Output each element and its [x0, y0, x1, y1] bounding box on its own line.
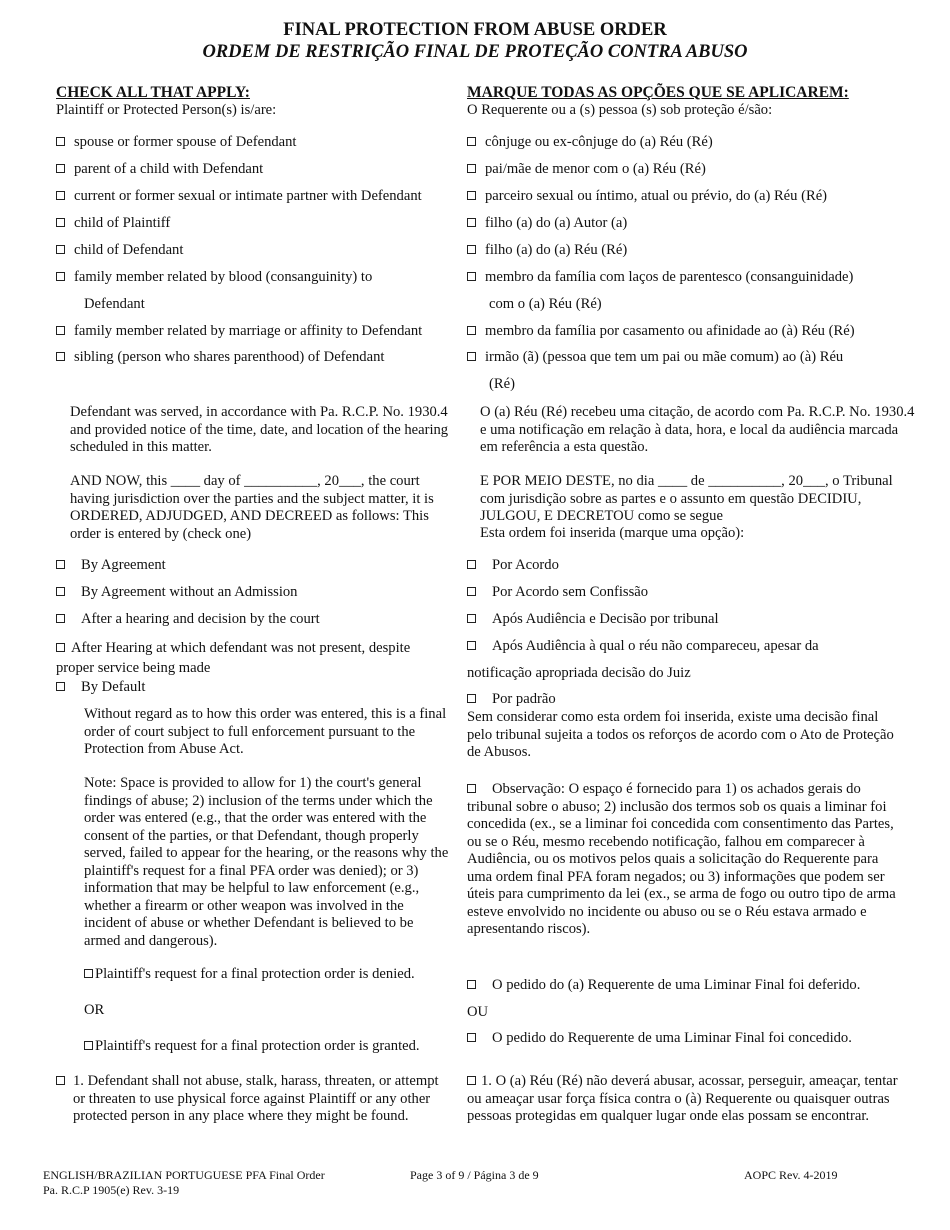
and-now-paragraph: AND NOW, this ____ day of __________, 20___, the court having jurisdiction over the parties and the subject matter, it is ORDERED, ADJUDGED, AND DECREED as follows: This order is entered by (check one)	[70, 473, 434, 542]
or-label-pt: OU	[467, 1004, 489, 1020]
entry-option: By Agreement without an Admission	[56, 584, 297, 602]
item-1-text: 1. Defendant shall not abuse, stalk, harass, threaten, or attempt or threaten to use physical force against Plaintiff or any other protected person in any place where they might be found.	[73, 1073, 439, 1124]
checkbox[interactable]	[467, 784, 476, 793]
relationship-item: child of Defendant	[56, 242, 183, 260]
relationship-item: filho (a) do (a) Réu (Ré)	[467, 242, 627, 260]
relationship-item: current or former sexual or intimate partner with Defendant	[56, 188, 422, 206]
checkbox[interactable]	[467, 326, 476, 335]
checkbox[interactable]	[467, 641, 476, 650]
served-paragraph-pt: O (a) Réu (Ré) recebeu uma citação, de acordo com Pa. R.C.P. No. 1930.4 e uma notificação em relação à data, hora, e local da audiência marcada em referência a esta questão.	[480, 404, 915, 455]
checkbox[interactable]	[467, 218, 476, 227]
title-english: FINAL PROTECTION FROM ABUSE ORDER	[283, 20, 667, 40]
without-regard-paragraph: Without regard as to how this order was entered, this is a final order of court subject to full enforcement pursuant to the Protection from Abuse Act.	[84, 706, 447, 757]
denied-option: Plaintiff's request for a final protection order is denied.	[84, 966, 415, 984]
entry-option: By Agreement	[56, 557, 166, 575]
entry-option: Após Audiência e Decisão por tribunal	[467, 611, 719, 629]
item-1-checkbox[interactable]	[56, 1073, 65, 1091]
entry-option-default: Por padrão	[467, 691, 556, 709]
checkbox[interactable]	[56, 164, 65, 173]
relationship-item-continuation: (Ré)	[489, 376, 515, 392]
entry-option-after-hearing: After Hearing at which defendant was not present, despite proper service being made	[56, 640, 411, 676]
relationship-item: sibling (person who shares parenthood) of Defendant	[56, 349, 384, 367]
checkbox[interactable]	[56, 614, 65, 623]
checkbox[interactable]	[467, 164, 476, 173]
entry-option-default: By Default	[56, 679, 145, 697]
checkbox[interactable]	[56, 352, 65, 361]
checkbox[interactable]	[84, 969, 93, 978]
checkbox[interactable]	[56, 272, 65, 281]
plaintiff-intro-pt: O Requerente ou a (s) pessoa (s) sob proteção é/são:	[467, 102, 773, 118]
checkbox[interactable]	[467, 1076, 476, 1085]
checkbox[interactable]	[84, 1041, 93, 1050]
relationship-item-continuation: Defendant	[84, 296, 145, 312]
checkbox[interactable]	[56, 137, 65, 146]
granted-option-pt: O pedido do Requerente de uma Liminar Final foi concedido.	[467, 1030, 852, 1048]
checkbox[interactable]	[56, 218, 65, 227]
check-all-header-pt: MARQUE TODAS AS OPÇÕES QUE SE APLICAREM:	[467, 84, 849, 101]
relationship-item: child of Plaintiff	[56, 215, 170, 233]
relationship-item: membro da família por casamento ou afinidade ao (à) Réu (Ré)	[467, 323, 855, 341]
checkbox[interactable]	[467, 614, 476, 623]
checkbox[interactable]	[467, 1033, 476, 1042]
entered-by-pt: Esta ordem foi inserida (marque uma opção):	[480, 525, 745, 541]
checkbox[interactable]	[467, 352, 476, 361]
relationship-item: parceiro sexual ou íntimo, atual ou prévio, do (a) Réu (Ré)	[467, 188, 827, 206]
note-paragraph: Note: Space is provided to allow for 1) the court's general findings of abuse; 2) inclusion of the terms under which the order was entered (e.g., that the order was entered with the consent of the parties, or that Defendant, though properly served, failed to appear for the hearing, or the reasons why the plaintiff's request for a final PFA order was denied); or 3) information that may be helpful to law enforcement (e.g., whether a firearm or other weapon was involved in the incident of abuse or whether Defendant is believed to be armed and dangerous).	[84, 775, 449, 949]
note-paragraph-pt: Observação: O espaço é fornecido para 1) os achados gerais do tribunal sobre o abuso; 2) inclusão dos termos sob os quais a liminar foi concedida (ex., se a liminar foi concedida com consentimento das Partes, ou se o Réu, mesmo recebendo notificação, falhou em comparecer à Audiência, ou os motivos pelos quais a solicitação do Requerente para uma ordem final PFA foram negados; ou 3) informações que podem ser úteis para cumprimento da lei (ex., se arma de fogo ou outro tipo de arma esteve envolvido no incidente ou abuso ou se o Réu estava armado e apresentando riscos).	[467, 781, 896, 937]
checkbox[interactable]	[56, 560, 65, 569]
checkbox[interactable]	[467, 587, 476, 596]
checkbox[interactable]	[56, 245, 65, 254]
relationship-item: pai/mãe de menor com o (a) Réu (Ré)	[467, 161, 706, 179]
denied-option-pt: O pedido do (a) Requerente de uma Liminar Final foi deferido.	[467, 977, 860, 995]
without-regard-paragraph-pt: Sem considerar como esta ordem foi inserida, existe uma decisão final pelo tribunal sujeita a todos os reforços de acordo com o Ato de Proteção de Abusos.	[467, 709, 894, 760]
checkbox[interactable]	[56, 587, 65, 596]
checkbox[interactable]	[467, 980, 476, 989]
relationship-item: spouse or former spouse of Defendant	[56, 134, 297, 152]
entry-option: Por Acordo	[467, 557, 559, 575]
entry-option: Após Audiência à qual o réu não compareceu, apesar da	[467, 638, 819, 656]
entry-option: Por Acordo sem Confissão	[467, 584, 648, 602]
checkbox[interactable]	[467, 245, 476, 254]
title-portuguese: ORDEM DE RESTRIÇÃO FINAL DE PROTEÇÃO CONTRA ABUSO	[202, 42, 748, 62]
relationship-item: filho (a) do (a) Autor (a)	[467, 215, 627, 233]
footer-form-id: ENGLISH/BRAZILIAN PORTUGUESE PFA Final Order	[43, 1168, 325, 1182]
relationship-item-continuation: com o (a) Réu (Ré)	[489, 296, 602, 312]
entry-option-continuation: notificação apropriada decisão do Juiz	[467, 665, 691, 681]
footer-page-number: Page 3 of 9 / Página 3 de 9	[410, 1168, 539, 1182]
entry-option: After a hearing and decision by the court	[56, 611, 320, 629]
relationship-item: family member related by blood (consanguinity) to	[56, 269, 372, 287]
relationship-item: cônjuge ou ex-cônjuge do (a) Réu (Ré)	[467, 134, 713, 152]
checkbox[interactable]	[56, 191, 65, 200]
checkbox[interactable]	[467, 137, 476, 146]
footer-rule: Pa. R.C.P 1905(e) Rev. 3-19	[43, 1183, 180, 1197]
relationship-item: membro da família com laços de parentesco (consanguinidade)	[467, 269, 853, 287]
checkbox[interactable]	[56, 682, 65, 691]
and-now-paragraph-pt: E POR MEIO DESTE, no dia ____ de __________, 20___, o Tribunal com jurisdição sobre as partes e o assunto em questão DECIDIU, JULGOU, E DECRETOU como se segue	[480, 473, 893, 524]
checkbox[interactable]	[467, 272, 476, 281]
checkbox[interactable]	[467, 560, 476, 569]
or-label: OR	[84, 1002, 105, 1018]
checkbox[interactable]	[467, 191, 476, 200]
relationship-item: irmão (ã) (pessoa que tem um pai ou mãe comum) ao (à) Réu	[467, 349, 843, 367]
checkbox[interactable]	[56, 326, 65, 335]
footer-revision: AOPC Rev. 4-2019	[744, 1168, 838, 1182]
check-all-header: CHECK ALL THAT APPLY:	[56, 84, 250, 101]
served-paragraph: Defendant was served, in accordance with Pa. R.C.P. No. 1930.4 and provided notice of the time, date, and location of the hearing scheduled in this matter.	[70, 404, 449, 455]
relationship-item: family member related by marriage or affinity to Defendant	[56, 323, 422, 341]
checkbox[interactable]	[56, 643, 65, 652]
relationship-item: parent of a child with Defendant	[56, 161, 263, 179]
item-1-pt: 1. O (a) Réu (Ré) não deverá abusar, acossar, perseguir, ameaçar, tentar ou ameaçar usar força física contra o (à) Requerente ou quaisquer outras pessoas protegidas em qualquer lugar onde elas possam se encontrar.	[467, 1073, 898, 1124]
granted-option: Plaintiff's request for a final protection order is granted.	[84, 1038, 420, 1056]
plaintiff-intro: Plaintiff or Protected Person(s) is/are:	[56, 102, 277, 118]
checkbox[interactable]	[467, 694, 476, 703]
